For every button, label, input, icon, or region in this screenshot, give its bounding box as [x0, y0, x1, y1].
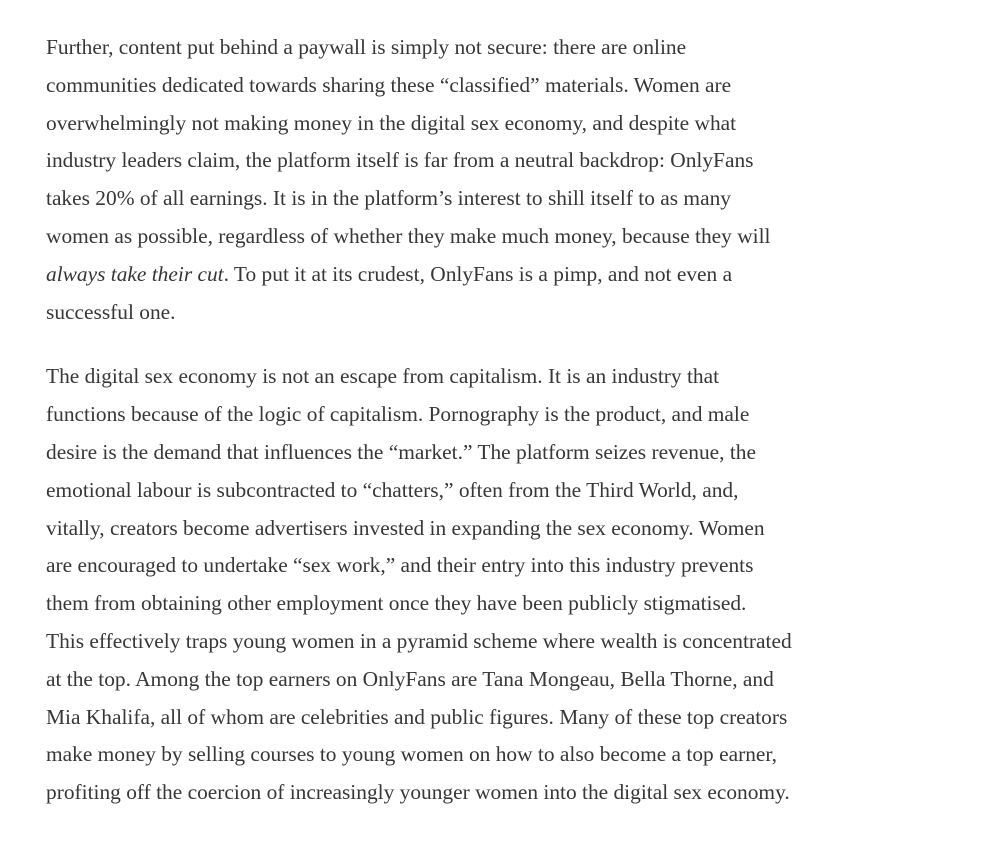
text-run: . To put it at its crudest, OnlyFans is a pimp, and not even a — [223, 261, 733, 286]
text-line: Mia Khalifa, all of whom are celebrities and public figures. Many of these top creators — [46, 704, 788, 729]
text-line: at the top. Among the top earners on OnlyFans are Tana Mongeau, Bella Thorne, and — [46, 666, 774, 691]
text-line: industry leaders claim, the platform itself is far from a neutral backdrop: OnlyFans — [46, 148, 754, 173]
text-line — [46, 256, 960, 294]
paragraph — [46, 29, 960, 331]
text-line: communities dedicated towards sharing these “classified” materials. Women are — [46, 72, 732, 97]
emphasis-text: always take their cut — [46, 261, 224, 286]
paragraph — [46, 358, 960, 812]
text-line: vitally, creators become advertisers invested in expanding the sex economy. Women — [46, 515, 765, 540]
text-line: functions because of the logic of capitalism. Pornography is the product, and male — [46, 402, 750, 427]
text-line: make money by selling courses to young women on how to also become a top earner, — [46, 742, 777, 767]
text-line: Further, content put behind a paywall is simply not secure: there are online — [46, 35, 687, 59]
text-line: takes 20% of all earnings. It is in the platform’s interest to shill itself to as many — [46, 186, 731, 211]
text-line: successful one. — [46, 299, 176, 324]
article-body — [46, 29, 960, 812]
text-line: emotional labour is subcontracted to “chatters,” often from the Third World, and, — [46, 477, 739, 502]
text-line: The digital sex economy is not an escape from capitalism. It is an industry that — [46, 364, 720, 389]
text-line: desire is the demand that influences the “market.” The platform seizes revenue, the — [46, 439, 756, 464]
text-line: This effectively traps young women in a pyramid scheme where wealth is concentrated — [46, 628, 792, 653]
text-line: them from obtaining other employment once they have been publicly stigmatised. — [46, 591, 747, 616]
text-line: women as possible, regardless of whether they make much money, because they will — [46, 223, 771, 248]
text-line: overwhelmingly not making money in the digital sex economy, and despite what — [46, 110, 737, 135]
text-line: profiting off the coercion of increasingly younger women into the digital sex economy. — [46, 780, 790, 805]
text-line: are encouraged to undertake “sex work,” and their entry into this industry prevents — [46, 553, 754, 578]
